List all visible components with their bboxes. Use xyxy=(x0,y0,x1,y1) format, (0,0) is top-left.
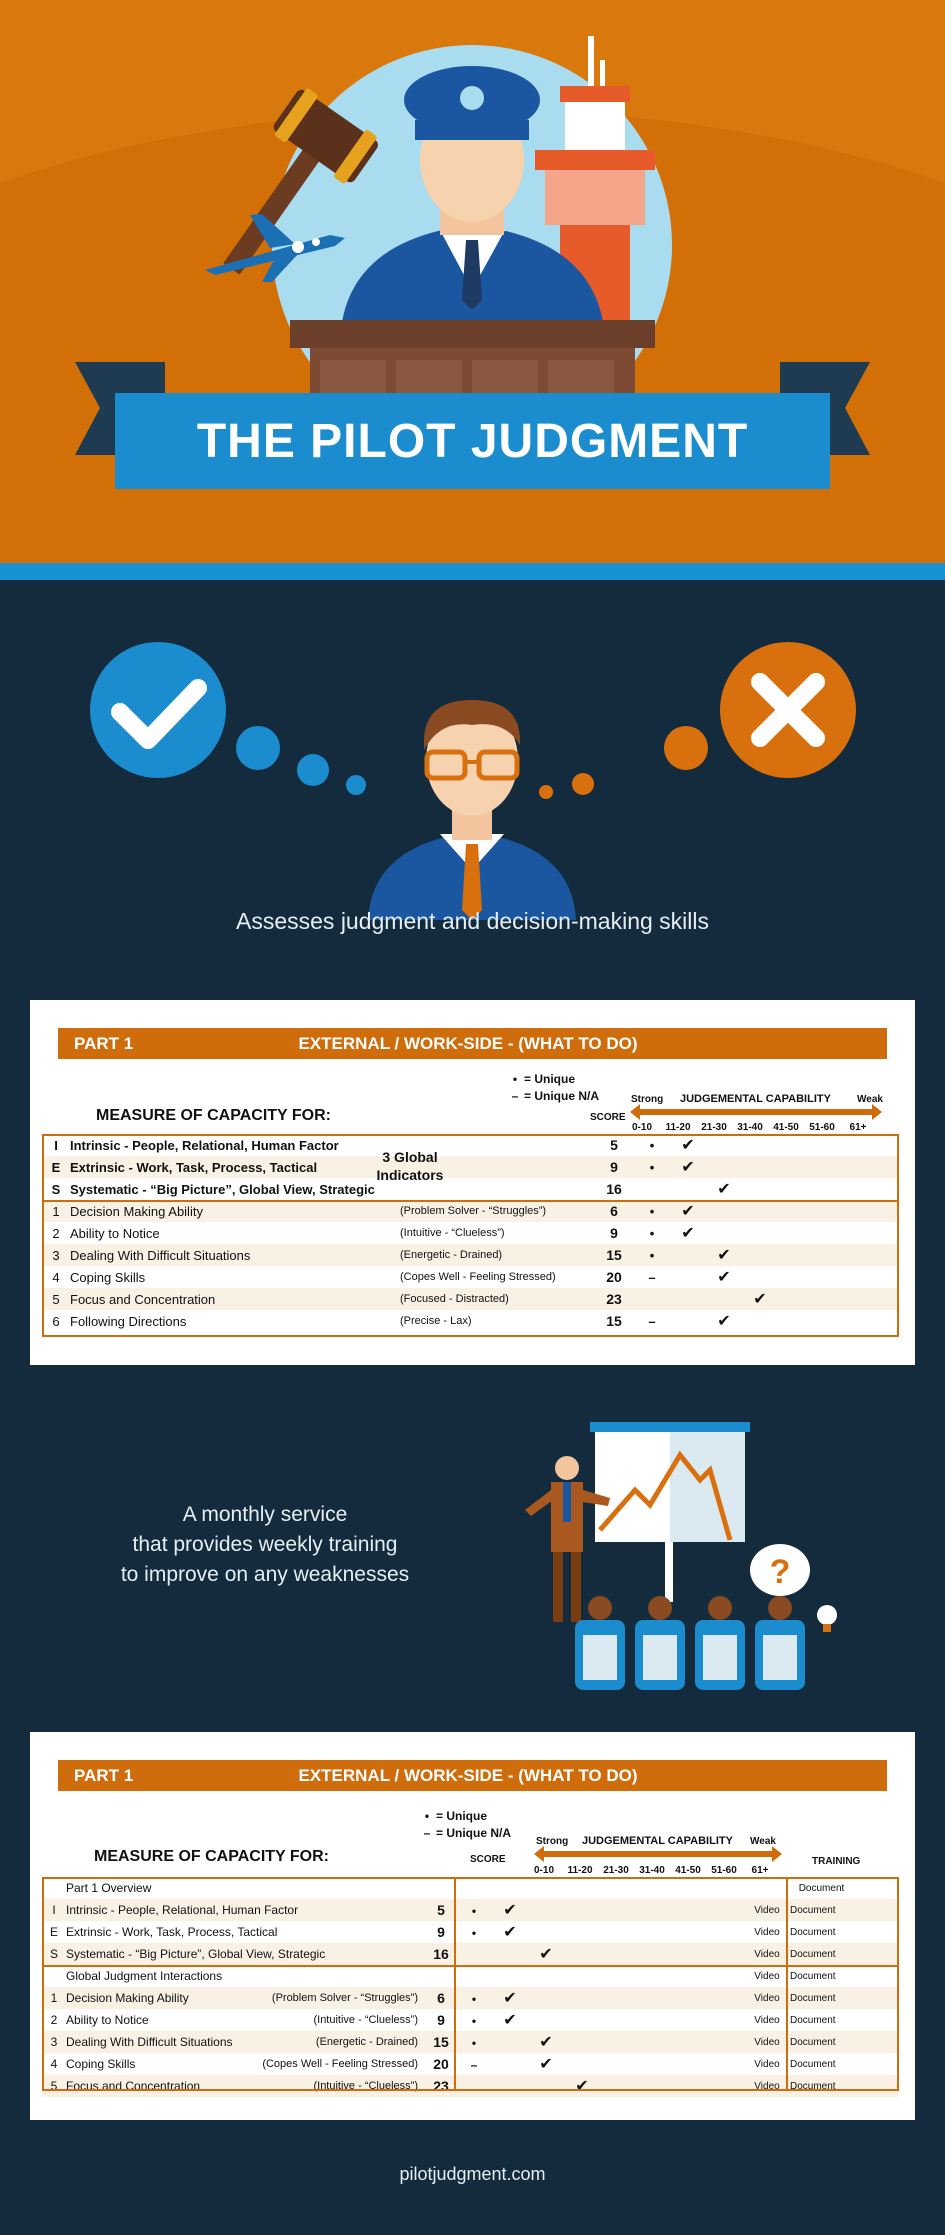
table-row xyxy=(42,1178,899,1200)
part-heading: EXTERNAL / WORK-SIDE - (WHAT TO DO) xyxy=(298,1766,638,1785)
row-label: Following Directions xyxy=(70,1313,187,1329)
row-description: (Focused - Distracted) xyxy=(400,1288,594,1310)
capability-axis xyxy=(638,1109,874,1115)
measure-label: MEASURE OF CAPACITY FOR: xyxy=(96,1107,331,1124)
divider-stripe xyxy=(0,563,945,580)
training-video-link: Video xyxy=(754,2014,780,2026)
capability-cell xyxy=(634,1156,899,1178)
score-label: SCORE xyxy=(590,1112,626,1123)
content-section xyxy=(0,580,945,2235)
training-video-link: Video xyxy=(744,1899,790,1921)
training-document-link: Document xyxy=(798,1882,845,1894)
legend-unique-na: – = Unique N/A xyxy=(511,1089,600,1103)
table-row xyxy=(42,1244,899,1266)
table-row xyxy=(42,1200,899,1222)
legend-unique: • = Unique xyxy=(512,1072,576,1086)
checkmark-icon: ✔ xyxy=(681,1225,695,1242)
range-label: 11-20 xyxy=(567,1865,593,1876)
row-description: (Copes Well - Feeling Stressed) xyxy=(262,2058,418,2070)
row-code: 5 xyxy=(42,1288,70,1310)
unique-mark: • xyxy=(471,1992,477,2006)
row-code: S xyxy=(42,1943,66,1965)
capability-cell xyxy=(634,1310,899,1332)
row-code: 4 xyxy=(50,2057,58,2071)
row-label: Intrinsic - People, Relational, Human Factor xyxy=(70,1137,339,1153)
audience-icon xyxy=(575,1596,805,1690)
legend xyxy=(420,1808,511,1842)
row-label: Ability to Notice xyxy=(66,2013,149,2027)
range-header xyxy=(526,1865,778,1876)
range-label: 51-60 xyxy=(711,1865,737,1876)
question-bubble-icon xyxy=(750,1544,810,1596)
weak-label: Weak xyxy=(750,1836,776,1847)
training-document-link: Document xyxy=(790,1899,899,1921)
table-2-score-divider xyxy=(454,1877,456,2091)
row-label: Coping Skills xyxy=(70,1269,146,1285)
part-header xyxy=(58,1028,887,1059)
unique-mark: – xyxy=(648,1314,656,1329)
checkmark-icon: ✔ xyxy=(753,1291,767,1308)
row-code: 2 xyxy=(50,2013,58,2027)
row-label: Focus and Concentration xyxy=(70,1288,400,1310)
x-circle-icon xyxy=(720,642,856,778)
section2-caption: A monthly service that provides weekly training to improve on any weaknesses xyxy=(120,1503,410,1586)
capability-label: JUDGEMENTAL CAPABILITY xyxy=(582,1835,733,1847)
row-score: 15 xyxy=(594,1244,634,1266)
row-score: 5 xyxy=(426,1899,456,1921)
row-code: S xyxy=(51,1181,61,1197)
row-score: 15 xyxy=(426,2031,456,2053)
part-heading: EXTERNAL / WORK-SIDE - (WHAT TO DO) xyxy=(298,1034,638,1053)
section-label: Global Judgment Interactions xyxy=(66,1969,223,1983)
row-code: 1 xyxy=(42,1200,70,1222)
row-score: 6 xyxy=(594,1200,634,1222)
row-label: Systematic - “Big Picture”, Global View, Strategic xyxy=(70,1181,375,1197)
row-score: 9 xyxy=(610,1225,618,1241)
table-row xyxy=(42,1921,899,1943)
row-score: 5 xyxy=(610,1137,618,1153)
row-score: 9 xyxy=(437,2012,445,2028)
unique-mark: – xyxy=(470,2058,478,2072)
range-label: 21-30 xyxy=(701,1122,727,1133)
part-label: PART 1 xyxy=(74,1766,134,1785)
table-row xyxy=(42,2009,899,2031)
training-video-link: Video xyxy=(744,1987,790,2009)
page-title: THE PILOT JUDGMENT xyxy=(196,414,749,468)
checkmark-icon: ✔ xyxy=(717,1313,731,1330)
checkmark-icon: ✔ xyxy=(503,2012,517,2029)
capability-cell xyxy=(634,1134,899,1156)
row-label: Decision Making Ability xyxy=(66,1987,241,2009)
training-illustration xyxy=(505,1420,865,1710)
row-code: E xyxy=(49,1925,58,1939)
capability-cell xyxy=(634,1178,899,1200)
legend-unique: • = Unique xyxy=(424,1809,488,1823)
checkmark-icon: ✔ xyxy=(717,1269,731,1286)
checkmark-icon: ✔ xyxy=(681,1203,695,1220)
row-label: Systematic - “Big Picture”, Global View, Strategic xyxy=(66,1943,426,1965)
row-code: 4 xyxy=(52,1269,60,1285)
table-1-grid xyxy=(42,1134,899,1332)
table-row xyxy=(42,2031,899,2053)
row-code: 2 xyxy=(52,1225,60,1241)
table-row xyxy=(42,1899,899,1921)
lightbulb-icon xyxy=(817,1605,837,1632)
training-document-link: Document xyxy=(790,2058,836,2070)
row-code: 1 xyxy=(42,1987,66,2009)
capability-axis xyxy=(542,1851,774,1857)
row-description: (Problem Solver - “Struggles”) xyxy=(241,1987,426,2009)
row-code: 3 xyxy=(42,2031,66,2053)
row-code: 3 xyxy=(42,1244,70,1266)
checkmark-icon: ✔ xyxy=(503,1902,517,1919)
row-score: 6 xyxy=(426,1987,456,2009)
range-label: 51-60 xyxy=(809,1122,835,1133)
row-description: (Intuitive - “Clueless”) xyxy=(400,1227,505,1239)
row-label: Decision Making Ability xyxy=(70,1200,400,1222)
checkmark-icon: ✔ xyxy=(503,1924,517,1941)
weak-label: Weak xyxy=(857,1094,883,1105)
range-label: 41-50 xyxy=(675,1865,701,1876)
capability-cell xyxy=(634,1244,899,1266)
row-code: 6 xyxy=(52,1313,60,1329)
checkmark-icon: ✔ xyxy=(681,1137,695,1154)
training-document-link: Document xyxy=(790,1987,899,2009)
checkmark-icon: ✔ xyxy=(717,1247,731,1264)
checkmark-icon: ✔ xyxy=(681,1159,695,1176)
table-2-grid xyxy=(42,1877,899,2097)
training-video-link: Video xyxy=(754,1926,780,1938)
row-description: (Intuitive - “Clueless”) xyxy=(241,2075,426,2097)
global-indicators-label: 3 Global Indicators xyxy=(376,1149,444,1183)
footer-url[interactable]: pilotjudgment.com xyxy=(399,2164,546,2184)
row-description: (Energetic - Drained) xyxy=(400,1244,594,1266)
part-header xyxy=(58,1760,887,1791)
row-score: 20 xyxy=(606,1269,622,1285)
row-score: 16 xyxy=(426,1943,456,1965)
unique-mark: • xyxy=(471,1904,477,1918)
score-label: SCORE xyxy=(470,1854,506,1865)
range-label: 31-40 xyxy=(737,1122,763,1133)
training-document-link: Document xyxy=(790,1943,899,1965)
legend-unique-na: – = Unique N/A xyxy=(423,1826,512,1840)
row-description: (Energetic - Drained) xyxy=(241,2031,426,2053)
checkmark-icon: ✔ xyxy=(717,1181,731,1198)
row-description: (Copes Well - Feeling Stressed) xyxy=(400,1271,556,1283)
row-code: E xyxy=(42,1156,70,1178)
unique-mark: • xyxy=(471,2036,477,2050)
row-description: (Precise - Lax) xyxy=(400,1315,472,1327)
chart-board-icon xyxy=(590,1422,750,1602)
row-score: 15 xyxy=(606,1313,622,1329)
range-label: 31-40 xyxy=(639,1865,665,1876)
capability-cell xyxy=(634,1288,899,1310)
unique-mark: • xyxy=(649,1226,655,1241)
row-label: Coping Skills xyxy=(66,2057,136,2071)
training-document-link: Document xyxy=(790,1970,836,1982)
hero-section xyxy=(0,0,945,563)
table-row xyxy=(42,1134,899,1156)
range-label: 21-30 xyxy=(603,1865,629,1876)
range-label: 0-10 xyxy=(631,1122,652,1133)
title-banner xyxy=(115,393,830,489)
row-code: 5 xyxy=(42,2075,66,2097)
capability-cell xyxy=(634,1266,899,1288)
table-row xyxy=(42,1288,899,1310)
capability-cell xyxy=(634,1222,899,1244)
capability-cell xyxy=(456,1899,744,1921)
range-label: 0-10 xyxy=(533,1865,554,1876)
row-label: Extrinsic - Work, Task, Process, Tactical xyxy=(70,1156,400,1178)
capability-cell xyxy=(634,1200,899,1222)
measure-label: MEASURE OF CAPACITY FOR: xyxy=(94,1848,329,1865)
table-2-training-divider xyxy=(786,1877,788,2091)
range-label: 41-50 xyxy=(773,1122,799,1133)
row-score: 23 xyxy=(426,2075,456,2097)
row-code: I xyxy=(54,1137,58,1153)
table-2-separator xyxy=(42,1965,899,1967)
checkmark-icon: ✔ xyxy=(539,1946,553,1963)
part-label: PART 1 xyxy=(74,1034,134,1053)
row-score: 23 xyxy=(594,1288,634,1310)
row-score: 9 xyxy=(594,1156,634,1178)
section-row xyxy=(42,1965,899,1987)
table-row xyxy=(42,1222,899,1244)
unique-mark: • xyxy=(649,1204,655,1219)
capability-cell xyxy=(456,1987,744,2009)
checkmark-icon: ✔ xyxy=(539,2056,553,2073)
range-label: 11-20 xyxy=(665,1122,691,1133)
capability-cell xyxy=(456,2009,744,2031)
table-1-separator xyxy=(42,1200,899,1202)
table-row xyxy=(42,2053,899,2075)
training-document-link: Document xyxy=(790,2014,836,2026)
row-description: (Problem Solver - “Struggles”) xyxy=(400,1200,594,1222)
row-score: 16 xyxy=(606,1181,622,1197)
table-row xyxy=(42,1310,899,1332)
training-video-link: Video xyxy=(744,2031,790,2053)
section-row xyxy=(42,1877,899,1899)
check-circle-icon xyxy=(90,642,226,778)
table-row xyxy=(42,1943,899,1965)
capability-cell xyxy=(456,2053,744,2075)
unique-mark: • xyxy=(471,2014,477,2028)
unique-mark: – xyxy=(648,1270,656,1285)
row-label: Extrinsic - Work, Task, Process, Tactical xyxy=(66,1925,278,1939)
checkmark-icon: ✔ xyxy=(539,2034,553,2051)
training-video-link: Video xyxy=(744,2075,790,2097)
strong-label: Strong xyxy=(536,1836,569,1847)
capability-cell xyxy=(456,2031,744,2053)
unique-mark: • xyxy=(471,1926,477,1940)
training-label: TRAINING xyxy=(812,1856,861,1867)
row-label: Dealing With Difficult Situations xyxy=(70,1244,400,1266)
training-video-link: Video xyxy=(754,1970,780,1982)
legend xyxy=(508,1071,599,1105)
table-row xyxy=(42,1156,899,1178)
table-row xyxy=(42,1987,899,2009)
range-header xyxy=(624,1122,876,1133)
range-label: 61+ xyxy=(849,1122,867,1133)
row-label: Focus and Concentration xyxy=(66,2075,241,2097)
checkmark-icon: ✔ xyxy=(503,1990,517,2007)
man-with-glasses-icon xyxy=(368,700,576,920)
training-video-link: Video xyxy=(754,2058,780,2070)
row-description: (Intuitive - “Clueless”) xyxy=(313,2014,418,2026)
unique-mark: • xyxy=(649,1160,655,1175)
row-score: 20 xyxy=(433,2056,449,2072)
svg-text:?: ? xyxy=(769,1553,791,1591)
capability-cell xyxy=(456,2075,744,2097)
unique-mark: • xyxy=(649,1248,655,1263)
checkmark-icon: ✔ xyxy=(575,2078,589,2095)
training-video-link: Video xyxy=(744,1943,790,1965)
row-label: Ability to Notice xyxy=(70,1225,160,1241)
unique-mark: • xyxy=(649,1138,655,1153)
range-label: 61+ xyxy=(751,1865,769,1876)
capability-label: JUDGEMENTAL CAPABILITY xyxy=(680,1093,831,1105)
row-label: Dealing With Difficult Situations xyxy=(66,2031,241,2053)
assessment-table-1 xyxy=(30,1000,915,1365)
judgment-illustration xyxy=(0,620,945,920)
section-label: Part 1 Overview xyxy=(66,1881,152,1895)
training-document-link: Document xyxy=(790,2031,899,2053)
assessment-table-2 xyxy=(30,1732,915,2120)
training-document-link: Document xyxy=(790,1926,836,1938)
table-row xyxy=(42,2075,899,2097)
capability-cell xyxy=(456,1943,744,1965)
training-document-link: Document xyxy=(790,2075,899,2097)
row-label: Intrinsic - People, Relational, Human Factor xyxy=(66,1899,426,1921)
row-score: 9 xyxy=(437,1924,445,1940)
capability-cell xyxy=(456,1921,744,1943)
table-row xyxy=(42,1266,899,1288)
row-code: I xyxy=(42,1899,66,1921)
strong-label: Strong xyxy=(631,1094,664,1105)
section1-caption: Assesses judgment and decision-making skills xyxy=(236,908,709,934)
